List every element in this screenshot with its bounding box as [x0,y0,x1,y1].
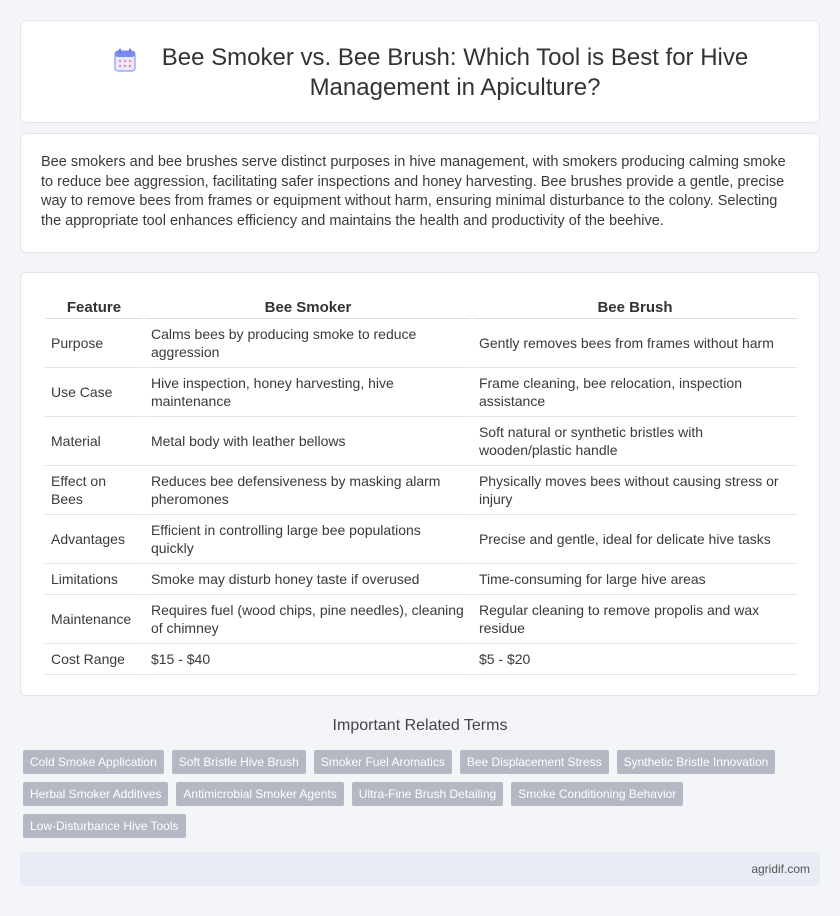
footer-site-link[interactable]: agridif.com [751,862,810,876]
header-bee-brush: Bee Brush [473,295,797,319]
header-bee-smoker: Bee Smoker [145,295,471,319]
related-term-tag[interactable]: Antimicrobial Smoker Agents [176,782,343,806]
related-term-tag[interactable]: Soft Bristle Hive Brush [172,750,306,774]
related-terms-list [23,750,803,846]
table-row [45,515,797,564]
smoker-cell: Requires fuel (wood chips, pine needles), cleaning of chimney [145,595,471,644]
intro-paragraph: Bee smokers and bee brushes serve distinct purposes in hive management, with smokers producing calming smoke to reduce bee aggression, facilitating safer inspections and honey harvesting. Bee brushes provide a gentle, precise way to remove bees from frames or equipment without harm, ensuring minimal disturbance to the colony. Selecting the appropriate tool enhances efficiency and maintains the health and productivity of the beehive. [41,154,786,229]
feature-cell: Effect on Bees [45,466,143,515]
table-row [45,417,797,466]
related-term-tag[interactable]: Smoke Conditioning Behavior [511,782,683,806]
table-row [45,564,797,595]
comparison-table-card [20,272,820,696]
feature-cell: Use Case [45,368,143,417]
smoker-cell: Metal body with leather bellows [145,417,471,466]
brush-cell: $5 - $20 [473,644,797,675]
table-row [45,595,797,644]
related-term-tag[interactable]: Synthetic Bristle Innovation [617,750,776,774]
related-term-tag[interactable]: Bee Displacement Stress [460,750,609,774]
intro-card [20,133,820,253]
related-term-tag[interactable]: Smoker Fuel Aromatics [314,750,452,774]
brush-cell: Precise and gentle, ideal for delicate hive tasks [473,515,797,564]
feature-cell: Purpose [45,319,143,368]
table-header-row [45,295,797,319]
smoker-cell: Smoke may disturb honey taste if overused [145,564,471,595]
feature-cell: Advantages [45,515,143,564]
related-terms-heading: Important Related Terms [332,717,508,734]
brush-cell: Frame cleaning, bee relocation, inspection assistance [473,368,797,417]
related-term-tag[interactable]: Low-Disturbance Hive Tools [23,814,186,838]
smoker-cell: $15 - $40 [145,644,471,675]
smoker-cell: Calms bees by producing smoke to reduce aggression [145,319,471,368]
title-card [20,20,820,123]
table-row [45,368,797,417]
related-term-tag[interactable]: Ultra-Fine Brush Detailing [352,782,503,806]
table-row [45,644,797,675]
smoker-cell: Efficient in controlling large bee populations quickly [145,515,471,564]
related-term-tag[interactable]: Cold Smoke Application [23,750,164,774]
smoker-cell: Hive inspection, honey harvesting, hive maintenance [145,368,471,417]
table-row [45,466,797,515]
smoker-cell: Reduces bee defensiveness by masking alarm pheromones [145,466,471,515]
page-title: Bee Smoker vs. Bee Brush: Which Tool is Best for Hive Management in Apiculture? [161,44,749,101]
feature-cell: Material [45,417,143,466]
brush-cell: Gently removes bees from frames without harm [473,319,797,368]
brush-cell: Physically moves bees without causing stress or injury [473,466,797,515]
feature-cell: Cost Range [45,644,143,675]
brush-cell: Soft natural or synthetic bristles with wooden/plastic handle [473,417,797,466]
comparison-table [43,295,799,675]
brush-cell: Time-consuming for large hive areas [473,564,797,595]
footer [20,852,820,886]
feature-cell: Maintenance [45,595,143,644]
brush-cell: Regular cleaning to remove propolis and wax residue [473,595,797,644]
table-row [45,319,797,368]
feature-cell: Limitations [45,564,143,595]
header-feature: Feature [45,295,143,319]
related-term-tag[interactable]: Herbal Smoker Additives [23,782,168,806]
